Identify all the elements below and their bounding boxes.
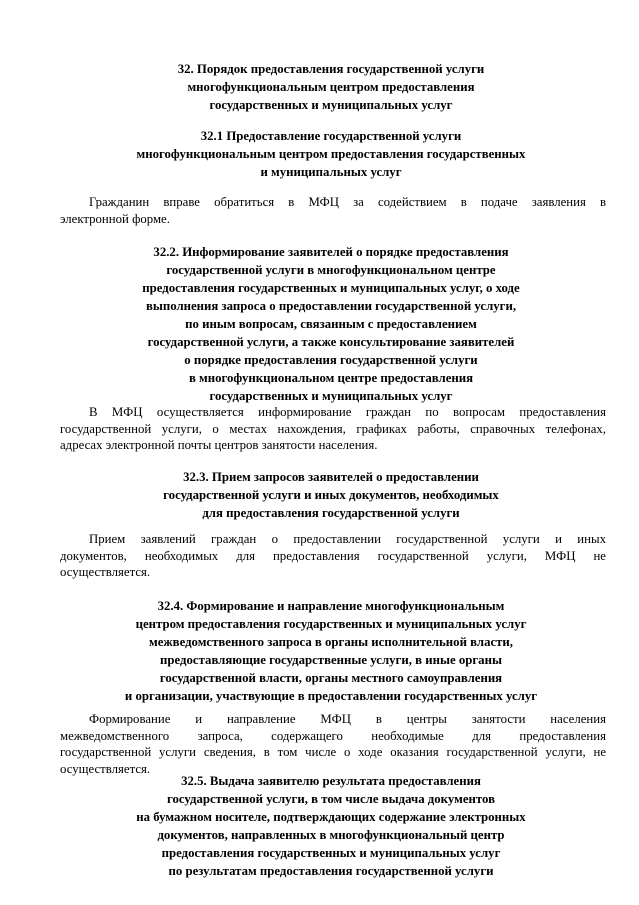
- heading-line: и муниципальных услуг: [260, 165, 402, 179]
- section-32-5-heading: [40, 772, 622, 880]
- section-32-4-heading: [40, 597, 622, 705]
- section-32-1-paragraph: [60, 194, 606, 227]
- heading-line: 32.4. Формирование и направление многофункциональным: [157, 599, 505, 613]
- heading-line: 32.5. Выдача заявителю результата предоставления: [181, 774, 481, 788]
- heading-line: государственных и муниципальных услуг: [209, 98, 453, 112]
- paragraph-line: документов, необходимых для предоставления государственной услуги, МФЦ не: [60, 548, 606, 563]
- paragraph-line: В МФЦ осуществляется информирование граждан по вопросам предоставления: [89, 405, 606, 419]
- heading-line: по иным вопросам, связанным с предоставлением: [185, 317, 477, 331]
- heading-line: предоставления государственных и муниципальных услуг: [161, 846, 501, 860]
- section-32-2-paragraph: [60, 404, 606, 454]
- heading-line: центром предоставления государственных и муниципальных услуг: [135, 617, 527, 631]
- heading-line: государственных и муниципальных услуг: [209, 389, 453, 403]
- paragraph-line: адресах электронной почты центров занятости населения.: [60, 438, 378, 453]
- paragraph-line: государственной услуги, о местах нахождения, графиках работы, справочных телефонах,: [60, 421, 606, 436]
- heading-line: многофункциональным центром предоставления: [187, 80, 475, 94]
- section-32-2-heading: [40, 243, 622, 405]
- heading-line: в многофункциональном центре предоставления: [188, 371, 474, 385]
- heading-line: выполнения запроса о предоставлении государственной услуги,: [145, 299, 517, 313]
- heading-line: межведомственного запроса в органы исполнительной власти,: [148, 635, 514, 649]
- section-32-3-paragraph: [60, 531, 606, 581]
- heading-line: на бумажном носителе, подтверждающих содержание электронных: [136, 810, 526, 824]
- heading-line: предоставления государственных и муниципальных услуг, о ходе: [142, 281, 520, 295]
- section-32-4-paragraph: [60, 711, 606, 777]
- heading-line: многофункциональным центром предоставления государственных: [136, 147, 526, 161]
- heading-line: 32. Порядок предоставления государственной услуги: [177, 62, 485, 76]
- heading-line: государственной услуги, а также консультирование заявителей: [147, 335, 515, 349]
- heading-line: и организации, участвующие в предоставлении государственных услуг: [124, 689, 538, 703]
- heading-line: государственной услуги и иных документов, необходимых: [163, 488, 499, 502]
- paragraph-line: электронной форме.: [60, 211, 170, 226]
- paragraph-line: Гражданин вправе обратиться в МФЦ за содействием в подаче заявления в: [89, 195, 606, 209]
- heading-line: предоставляющие государственные услуги, в иные органы: [160, 653, 502, 667]
- paragraph-line: Формирование и направление МФЦ в центры занятости населения: [89, 712, 606, 726]
- paragraph-line: осуществляется.: [60, 565, 151, 580]
- heading-line: 32.1 Предоставление государственной услуги: [200, 129, 462, 143]
- heading-line: по результатам предоставления государственной услуги: [168, 864, 494, 878]
- section-32-1-heading: [40, 127, 622, 181]
- paragraph-line: государственной услуги сведения, в том числе о ходе оказания государственной услуги, не: [60, 745, 606, 760]
- heading-line: государственной услуги, в том числе выдача документов: [167, 792, 495, 806]
- heading-line: для предоставления государственной услуги: [202, 506, 460, 520]
- paragraph-line: Прием заявлений граждан о предоставлении государственной услуги и иных: [89, 532, 606, 546]
- heading-line: государственной власти, органы местного самоуправления: [159, 671, 503, 685]
- section-32-3-heading: [40, 468, 622, 522]
- heading-line: 32.3. Прием запросов заявителей о предоставлении: [183, 470, 479, 484]
- heading-line: документов, направленных в многофункциональный центр: [157, 828, 505, 842]
- section-32-heading: [40, 60, 622, 114]
- paragraph-line: осуществляется.: [60, 761, 151, 776]
- paragraph-line: межведомственного запроса, содержащего необходимые для предоставления: [60, 728, 606, 743]
- heading-line: государственной услуги в многофункциональном центре: [166, 263, 496, 277]
- heading-line: 32.2. Информирование заявителей о порядке предоставления: [153, 245, 509, 259]
- heading-line: о порядке предоставления государственной услуги: [184, 353, 478, 367]
